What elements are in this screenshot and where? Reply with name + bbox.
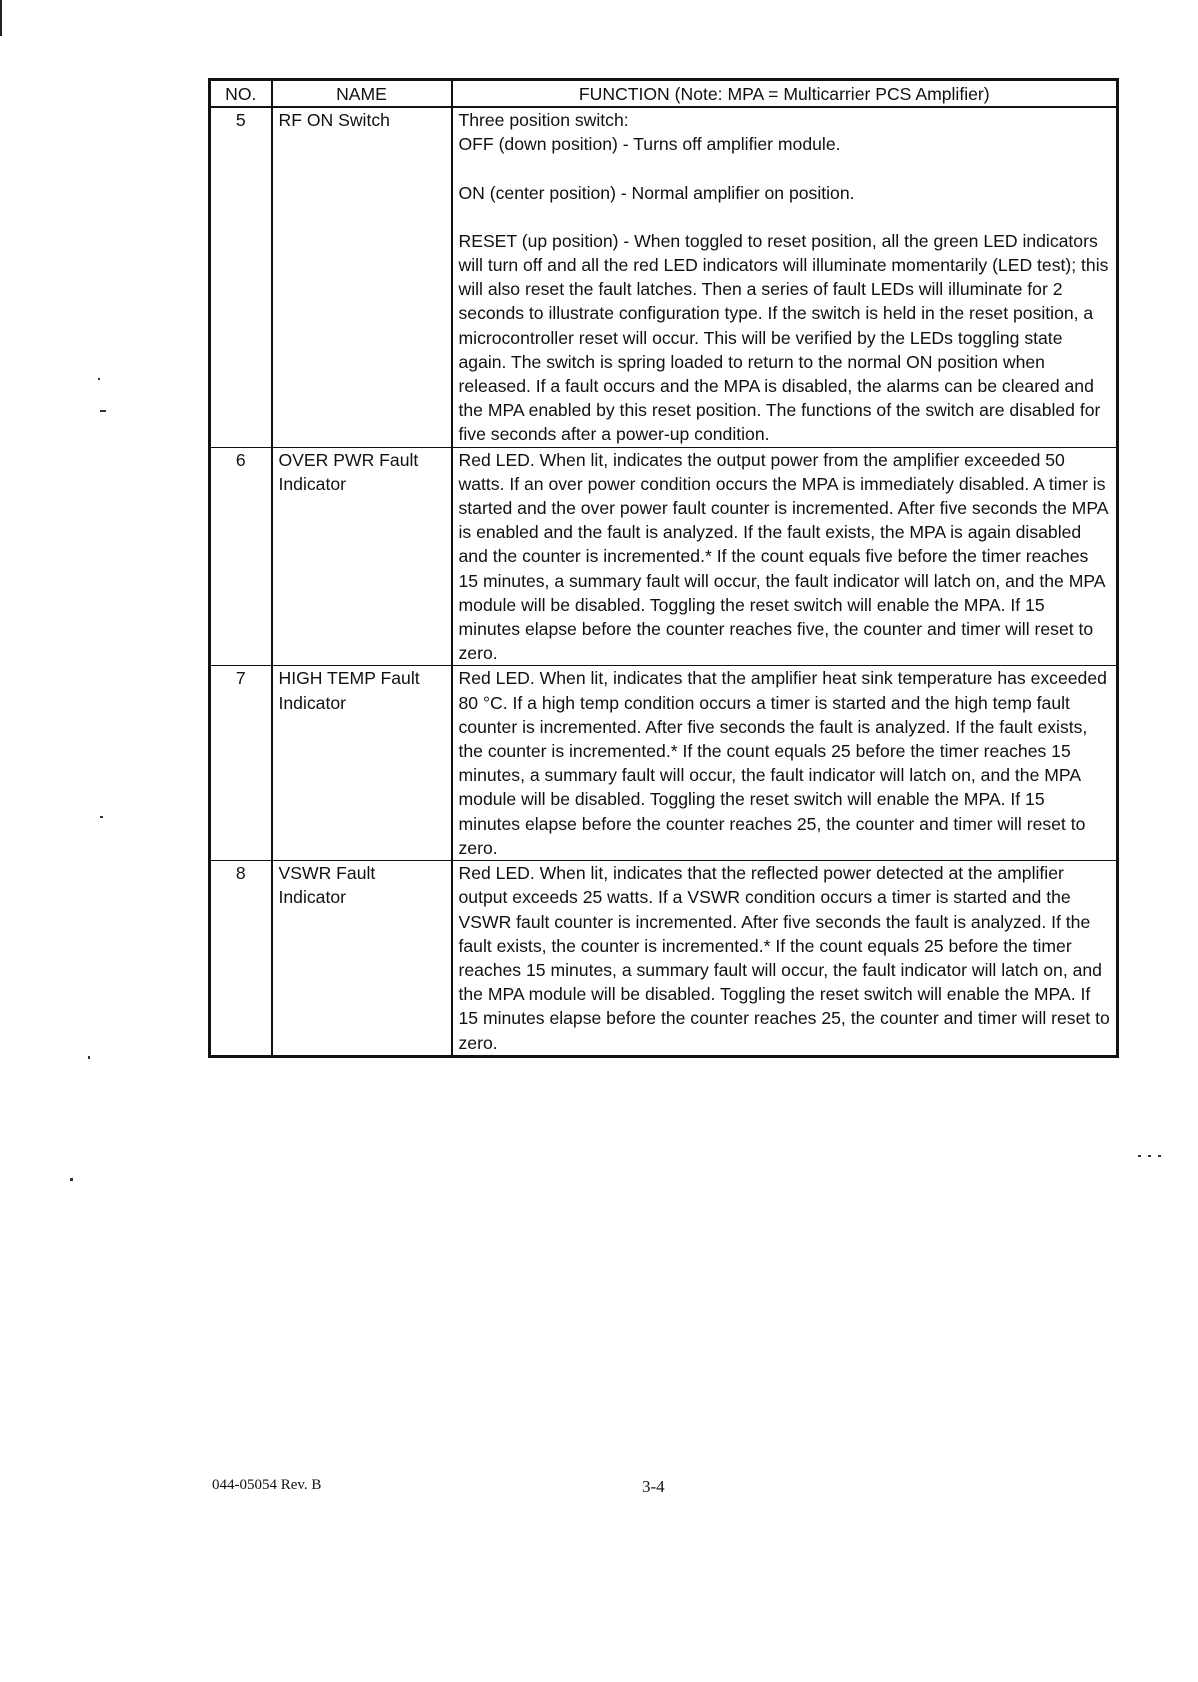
function-paragraph: ON (center position) - Normal amplifier on position. [458,182,855,203]
function-paragraph: Red LED. When lit, indicates that the reflected power detected at the amplifier output exceeds 25 watts. If a VSWR condition occurs a timer is started and the VSWR fault counter is incremented. After five seconds the fault is analyzed. If the fault exists, the counter is incremented.* If the count equals 25 before the timer reaches 15 minutes, a summary fault will occur, the fault indicator will latch on, and the MPA module will be disabled. Toggling the reset switch will enable the MPA. If 15 minutes elapse before the counter reaches 25, the counter and timer will reset to zero. [458,863,1110,1053]
function-paragraph: RESET (up position) - When toggled to reset position, all the green LED indicators will turn off and all the red LED indicators will illuminate momentarily (LED test); this will also reset the fault latches. Then a series of fault LEDs will illuminate for 2 seconds to illustrate configuration type. If the switch is held in the reset position, a microcontroller reset will occur. This will be verified by the LEDs toggling state again. The switch is spring loaded to return to the normal ON position when released. If a fault occurs and the MPA is disabled, the alarms can be cleared and the MPA enabled by this reset position. The functions of the switch are disabled for five seconds after a power-up condition. [458,230,1109,445]
row-function [452,861,1118,1057]
row-function [452,447,1118,666]
scan-speck [98,378,100,380]
row-number: 6 [210,447,272,666]
footer-doc-number: 044-05054 Rev. B [212,1477,322,1493]
table-row [210,107,1118,447]
row-number: 5 [210,107,272,447]
table-row [210,666,1118,861]
page-edge-mark [0,0,2,36]
scan-speck [70,1178,73,1181]
scan-speck [88,1056,90,1059]
function-paragraph: Red LED. When lit, indicates that the amplifier heat sink temperature has exceeded 80 °C. If a high temp condition occurs a timer is started and the high temp fault counter is incremented. After five seconds the fault is analyzed. If the fault exists, the counter is incremented.* If the count equals 25 before the timer reaches 15 minutes, a summary fault will occur, the fault indicator will latch on, and the MPA module will be disabled. Toggling the reset switch will enable the MPA. If 15 minutes elapse before the counter reaches 25, the counter and timer will reset to zero. [458,668,1107,858]
header-function: FUNCTION (Note: MPA = Multicarrier PCS Amplifier) [452,80,1118,108]
row-name: VSWR Fault Indicator [272,861,452,1057]
function-paragraph: Red LED. When lit, indicates the output power from the amplifier exceeded 50 watts. If an over power condition occurs the MPA is immediately disabled. A timer is started and the over power fault counter is incremented. After five seconds the MPA is enabled and the fault is analyzed. If the fault exists, the MPA is again disabled and the counter is incremented.* If the count equals five before the timer reaches 15 minutes, a summary fault will occur, the fault indicator will latch on, and the MPA module will be disabled. Toggling the reset switch will enable the MPA. If 15 minutes elapse before the counter reaches five, the counter and timer will reset to zero. [458,449,1108,664]
row-name: HIGH TEMP Fault Indicator [272,666,452,861]
scan-speck [1158,1155,1161,1157]
row-function [452,666,1118,861]
function-table [208,78,1119,1058]
table-row [210,447,1118,666]
row-number: 7 [210,666,272,861]
row-name: OVER PWR Fault Indicator [272,447,452,666]
header-name: NAME [272,80,452,108]
footer-page-number: 3-4 [642,1477,665,1496]
scan-speck [1138,1155,1141,1157]
scan-speck [100,816,103,818]
row-function [452,107,1118,447]
header-no: NO. [210,80,272,108]
function-paragraph: Three position switch: [458,110,629,131]
function-paragraph: OFF (down position) - Turns off amplifier module. [458,134,841,155]
table-header-row [210,80,1118,108]
scan-speck [1148,1155,1151,1157]
row-number: 8 [210,861,272,1057]
table-row [210,861,1118,1057]
row-name: RF ON Switch [272,107,452,447]
scan-speck [100,410,106,412]
